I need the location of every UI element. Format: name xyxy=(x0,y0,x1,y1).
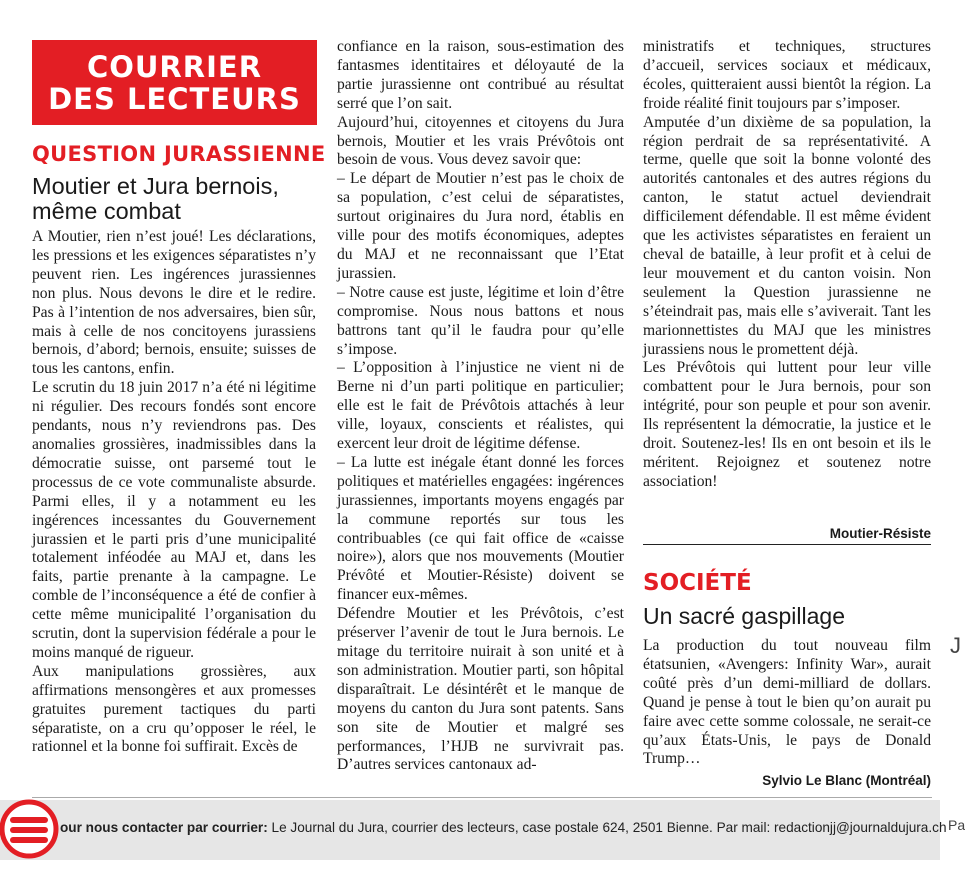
second-article-section: SOCIÉTÉ xyxy=(643,570,752,596)
adjacent-page-edge xyxy=(944,0,965,872)
section-header-box xyxy=(32,40,317,125)
paragraph: ministratifs et techniques, structures d’accueil, services sociaux et médicaux, écoles, quitteraient aussi bientôt la région. La froide réalité finit toujours par s’imposer. xyxy=(643,38,931,112)
menu-icon-graphic xyxy=(0,796,62,862)
second-article-title: Un sacré gaspillage xyxy=(643,603,846,629)
paragraph: Aux manipulations grossières, aux affirmations mensongères et aux promesses gratuites purement tactiques du parti séparatiste, on a cru qu’opposer le réel, le rationnel et la bonne foi suffirait. Excès de xyxy=(32,662,316,756)
header-line-2: DES LECTEURS xyxy=(48,82,301,116)
paragraph: A Moutier, rien n’est joué! Les déclarations, les pressions et les exigences séparatistes n’y peuvent rien. Les ingérences jurassiennes non plus. Nous devons le dire et le redire. Pas à l’intention de nos adversaires, bien sûr, mais à celle de nos concitoyens jurassiens bernois, d’abord; bernois, ensuite; suisses de tous les cantons, enfin. xyxy=(32,228,316,378)
article-signature: Moutier-Résiste xyxy=(829,526,931,541)
footer-label: our nous contacter par courrier: xyxy=(60,820,268,835)
article-column-3 xyxy=(643,38,931,492)
edge-fragment-2: Pa xyxy=(948,817,965,833)
edge-fragment-1: J xyxy=(950,633,961,658)
footer-text xyxy=(60,820,947,835)
paragraph: Défendre Moutier et les Prévôtois, c’est préserver l’avenir de tout le Jura bernois. Le mitage du territoire nuirait à son unité et à son administration. Moutier parti, son hôpital disparaîtrait. Le désintérêt et le manque de moyens du canton du Jura sont patents. Sans son site de Moutier et malgré ses performances, l’HJB ne survivrait pas. D’autres services cantonaux ad- xyxy=(337,605,624,774)
footer-contact: Le Journal du Jura, courrier des lecteurs, case postale 624, 2501 Bienne. Par mail: redactionjj@journaldujura.ch xyxy=(271,820,947,835)
column-1-text xyxy=(32,228,316,757)
column-2-text xyxy=(337,38,624,775)
column-3-text xyxy=(643,38,931,492)
article-column-2 xyxy=(337,38,624,775)
paragraph: – Notre cause est juste, légitime et loin d’être compromise. Nous nous battons et nous battrons tant qu’il le faudra pour qu’elle s’impose. xyxy=(337,283,624,358)
paragraph: Le scrutin du 18 juin 2017 n’a été ni légitime ni régulier. Des recours fondés sont encore pendants, nous n’y reviendrons pas. Des anomalies grossières, inadmissibles dans la démocratie suisse, ont parsemé tout le processus de ce vote communaliste absurde. Parmi elles, il y a notamment eu les ingérences incessantes du Gouvernement jurassien et le parti pris d’une municipalité totalement inféodée au MAJ et, dans les faits, partie prenante à la campagne. Le comble de l’inconséquence a été de confier à cette même municipalité l’organisation du scrutin, dont la supervision fédérale a pour le moins manqué de rigueur. xyxy=(32,379,316,661)
hamburger-menu-icon[interactable] xyxy=(0,796,62,862)
paragraph: confiance en la raison, sous-estimation des fantasmes identitaires et déloyauté de la partie jurassienne ont contribué au résultat serré que l’on sait. xyxy=(337,38,624,112)
second-article-text xyxy=(643,637,931,769)
paragraph: Amputée d’un dixième de sa population, la région perdrait de sa représentativité. A terme, quelle que soit la bonne volonté des autorités cantonales et des autres régions du canton, le statut actuel deviendrait difficilement défendable. Il est même évident que les activistes séparatistes en feraient un cheval de bataille, à leur profit et à celui de leur mouvement et du canton voisin. Non seulement la Question jurassienne ne s’éteindrait pas, mais elle s’aviverait. Tant les marionnettistes du MAJ que les ministres jurassiens nous le promettent déjà. xyxy=(643,113,931,358)
paragraph: Les Prévôtois qui luttent pour leur ville combattent pour le Jura bernois, pour son intégrité, pour son peuple et pour son avenir. Ils représentent la démocratie, la justice et le droit. Soutenez-les! Ils en ont besoin et ils le méritent. Rejoignez et soutenez notre association! xyxy=(643,359,931,490)
paragraph: Aujourd’hui, citoyennes et citoyens du Jura bernois, Moutier et les vrais Prévôtois ont besoin de vous. Vous devez savoir que: xyxy=(337,113,624,169)
paragraph: – La lutte est inégale étant donné les forces politiques et matérielles engagées: ingérences jurassiennes, importants moyens engagés par la commune reportés sur tous les contribuables (ce qui fait office de «caisse noire»), alors que nos mouvements (Moutier Prévôté et Moutier-Résiste) doivent se financer eux-mêmes. xyxy=(337,453,624,604)
contact-footer xyxy=(0,800,947,860)
paragraph: La production du tout nouveau film étatsunien, «Avengers: Infinity War», aurait coûté près d’un demi-milliard de dollars. Quand je pense à tout le bien qu’on aurait pu faire avec cette somme colossale, ne serait-ce qu’aux États-Unis, le pays de Donald Trump… xyxy=(643,637,931,768)
article-title: Moutier et Jura bernois, même combat xyxy=(32,173,279,224)
divider xyxy=(643,544,931,545)
paragraph: – L’opposition à l’injustice ne vient ni de Berne ni d’un parti politique en particulier; elle est le fait de Prévôtois attachés à leur ville, loyaux, conscients et réalistes, qui exercent leur droit de légitime défense. xyxy=(337,359,624,453)
bottom-rule xyxy=(32,797,932,798)
header-line-1: COURRIER xyxy=(86,50,263,84)
paragraph: – Le départ de Moutier n’est pas le choix de sa population, c’est celui de séparatistes, surtout originaires du Jura nord, établis en ville pour des motifs économiques, adeptes du MAJ et ne reconnaissant que l’Etat jurassien. xyxy=(337,170,624,282)
second-article-signature: Sylvio Le Blanc (Montréal) xyxy=(762,773,931,788)
article-section-title: QUESTION JURASSIENNE xyxy=(32,142,326,166)
